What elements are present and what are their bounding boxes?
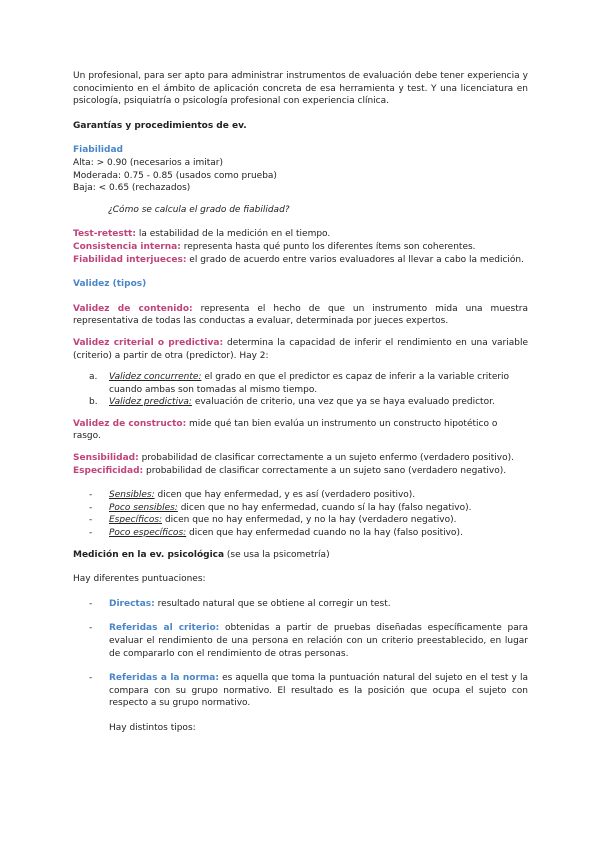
metodo-test-retest: Test-retestt: la estabilidad de la medición en el tiempo. [73,229,331,240]
list-item: - Específicos: dicen que no hay enfermedad, y no la hay (verdadero negativo). [89,515,457,526]
metodo-consistencia: Consistencia interna: representa hasta qué punto los diferentes ítems son coherentes. [73,241,476,252]
tipos-text: Hay distintos tipos: [109,722,196,733]
validez-contenido: Validez de contenido: representa el hecho de que un instrumento mida una muestra representativa de todas las conductas a evaluar, determinada por jueces expertos. [73,303,528,327]
fiabilidad-moderada: Moderada: 0.75 - 0.85 (usados como prueba) [73,170,277,181]
list-item-criterio: - Referidas al criterio: obtenidas a partir de pruebas diseñadas específicamente para evaluar el rendimiento de una persona en relación con un criterio preestablecido, en lugar de compararlo con el rendimiento de otras personas. [89,623,528,659]
metodo-term: Test-retestt: [73,229,136,240]
metodo-term: Consistencia interna: [73,241,181,252]
fiabilidad-baja: Baja: < 0.65 (rechazados) [73,183,191,194]
fiabilidad-question: ¿Cómo se calcula el grado de fiabilidad? [108,204,290,215]
validez-title: Validez (tipos) [73,279,147,290]
list-item: - Poco específicos: dicen que hay enfermedad cuando no la hay (falso positivo). [89,528,463,539]
validez-criterial: Validez criterial o predictiva: determina la capacidad de inferir el rendimiento en una variable (criterio) a partir de otra (predictor). Hay 2: [73,337,529,361]
garantias-heading: Garantías y procedimientos de ev. [73,120,247,131]
validez-constructo: Validez de constructo: mide qué tan bien evalúa un instrumento un constructo hipotético o rasgo. [73,418,498,442]
medicion-heading: Medición en la ev. psicológica (se usa la psicometría) [73,549,330,560]
list-item-predictiva: b. Validez predictiva: evaluación de criterio, una vez que ya se haya evaluado predictor. [89,397,495,408]
puntuaciones-intro: Hay diferentes puntuaciones: [73,574,206,585]
intro-paragraph: Un profesional, para ser apto para administrar instrumentos de evaluación debe tener experiencia y conocimiento en el ámbito de aplicación concreta de esa herramienta y test. Y una licenciatura en psicología, psiquiatría o psicología profesional con experiencia clínica. [73,71,528,107]
list-item-norma: - Referidas a la norma: es aquella que toma la puntuación natural del sujeto en el test y la compara con su grupo normativo. El resultado es la posición que ocupa el sujeto con respecto a su grupo normativo. [89,673,528,709]
list-item: - Poco sensibles: dicen que no hay enfermedad, cuando sí la hay (falso negativo). [89,502,472,513]
sensibilidad-line: Sensibilidad: probabilidad de clasificar correctamente a un sujeto enfermo (verdadero positivo). [73,453,514,464]
metodo-term: Fiabilidad interjueces: [73,254,187,265]
list-item-directas: - Directas: resultado natural que se obtiene al corregir un test. [89,598,391,609]
list-item-concurrente: a. Validez concurrente: el grado en que el predictor es capaz de inferir a la variable criterio cuando ambas son tomadas al mismo tiempo. [89,372,510,395]
fiabilidad-alta: Alta: > 0.90 (necesarios a imitar) [73,157,223,168]
especificidad-line: Especificidad: probabilidad de clasificar correctamente a un sujeto sano (verdadero negativo). [73,465,507,476]
document-page [73,70,528,735]
fiabilidad-title: Fiabilidad [73,145,123,156]
list-item: - Sensibles: dicen que hay enfermedad, y es así (verdadero positivo). [89,490,416,501]
metodo-interjueces: Fiabilidad interjueces: el grado de acuerdo entre varios evaluadores al llevar a cabo la medición. [73,254,524,265]
